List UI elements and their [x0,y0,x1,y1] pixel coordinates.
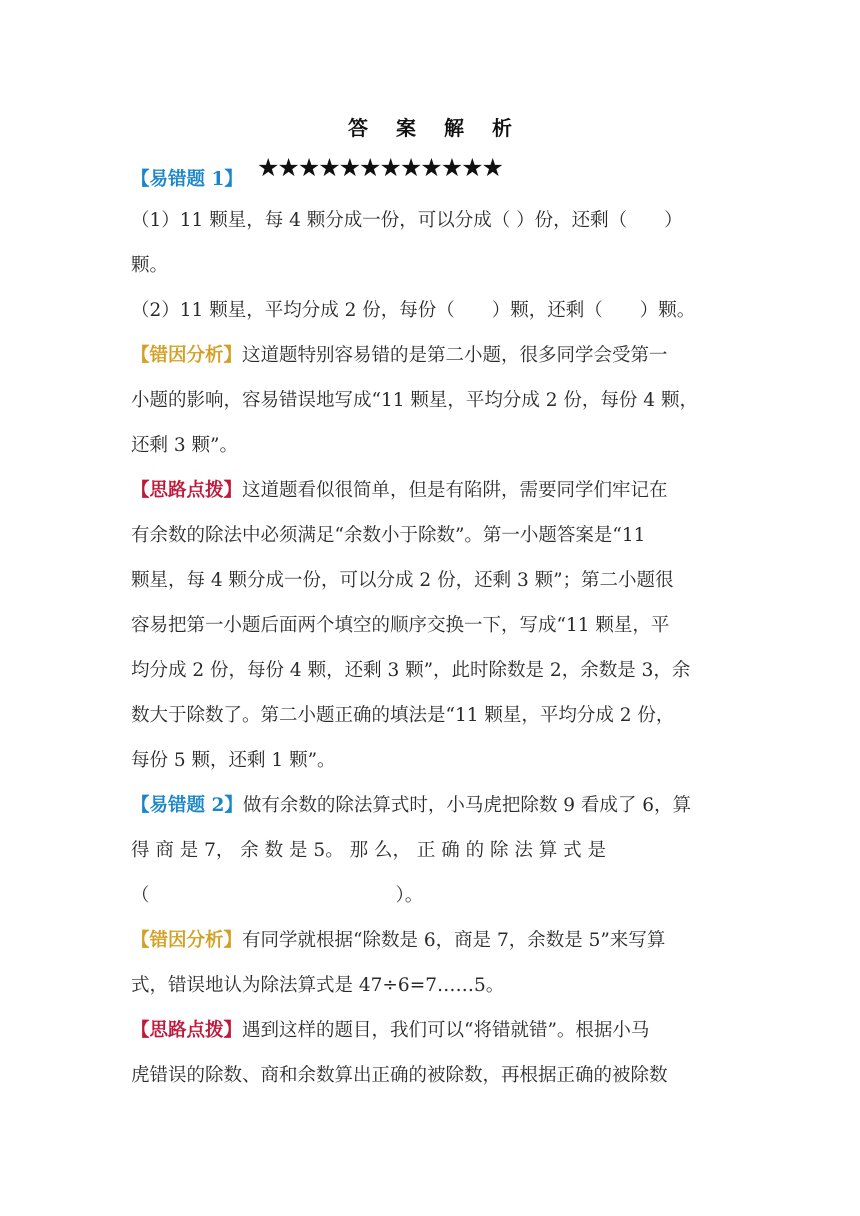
q1-hint-line1 [131,476,668,502]
q1-part1-line1: （1）11 颗星，每 4 颗分成一份，可以分成（ ）份，还剩（ ） [131,210,683,231]
q1-analysis-line1 [131,341,668,367]
answer-blank-close: ）。 [395,885,424,906]
error-analysis-tag: 【错因分析】 [131,345,243,366]
q2-tag: 【易错题 2】 [131,795,243,816]
q1-hint-line7: 每份 5 颗，还剩 1 颗”。 [131,750,336,771]
title-char: 答 [348,116,368,140]
hint-tag: 【思路点拨】 [131,480,243,501]
q2-analysis-line2: 式，错误地认为除法算式是 47÷6=7……5。 [131,975,505,996]
text: 做有余数的除法算式时，小马虎把除数 9 看成了 6，算 [242,795,692,816]
q1-hint-line2: 有余数的除法中必须满足“余数小于除数”。第一小题答案是“11 [131,525,646,546]
q2-analysis-line1 [131,926,665,952]
q1-analysis-line2: 小题的影响，容易错误地写成“11 颗星，平均分成 2 份，每份 4 颗， [131,390,698,411]
text: 这道题看似很简单，但是有陷阱，需要同学们牢记在 [242,480,668,501]
q1-part2: （2）11 颗星，平均分成 2 份，每份（ ）颗，还剩（ ）颗。 [131,300,696,321]
page-title [0,112,860,141]
text: 有同学就根据“除数是 6，商是 7，余数是 5”来写算 [242,930,666,951]
q2-hint-line1 [131,1016,649,1042]
q2-line2: 得 商 是 7， 余 数 是 5。 那 么， 正 确 的 除 法 算 式 是 [131,840,607,861]
answer-blank-open: （ [131,885,150,906]
q2-line3 [131,881,423,907]
title-char: 析 [492,116,512,140]
q1-analysis-line3: 还剩 3 颗”。 [131,435,238,456]
q1-heading [131,165,243,191]
q1-tag: 【易错题 1】 [131,169,243,190]
text: 遇到这样的题目，我们可以“将错就错”。根据小马 [242,1020,650,1041]
q1-hint-line6: 数大于除数了。第二小题正确的填法是“11 颗星，平均分成 2 份， [131,705,675,726]
q1-part1-line2: 颗。 [131,255,169,276]
title-char: 解 [444,116,464,140]
title-char: 案 [396,116,416,140]
error-analysis-tag: 【错因分析】 [131,930,243,951]
text: 这道题特别容易错的是第二小题，很多同学会受第一 [242,345,668,366]
q1-hint-line3: 颗星，每 4 颗分成一份，可以分成 2 份，还剩 3 颗”；第二小题很 [131,570,674,591]
q1-hint-line4: 容易把第一小题后面两个填空的顺序交换一下，写成“11 颗星，平 [131,615,670,636]
q2-line1 [131,791,691,817]
q2-hint-line2: 虎错误的除数、商和余数算出正确的被除数，再根据正确的被除数 [131,1065,668,1086]
q1-hint-line5: 均分成 2 份，每份 4 颗，还剩 3 颗”，此时除数是 2，余数是 3，余 [131,660,691,681]
hint-tag: 【思路点拨】 [131,1020,243,1041]
difficulty-stars: ★★★★★★★★★★★★ [257,153,502,182]
